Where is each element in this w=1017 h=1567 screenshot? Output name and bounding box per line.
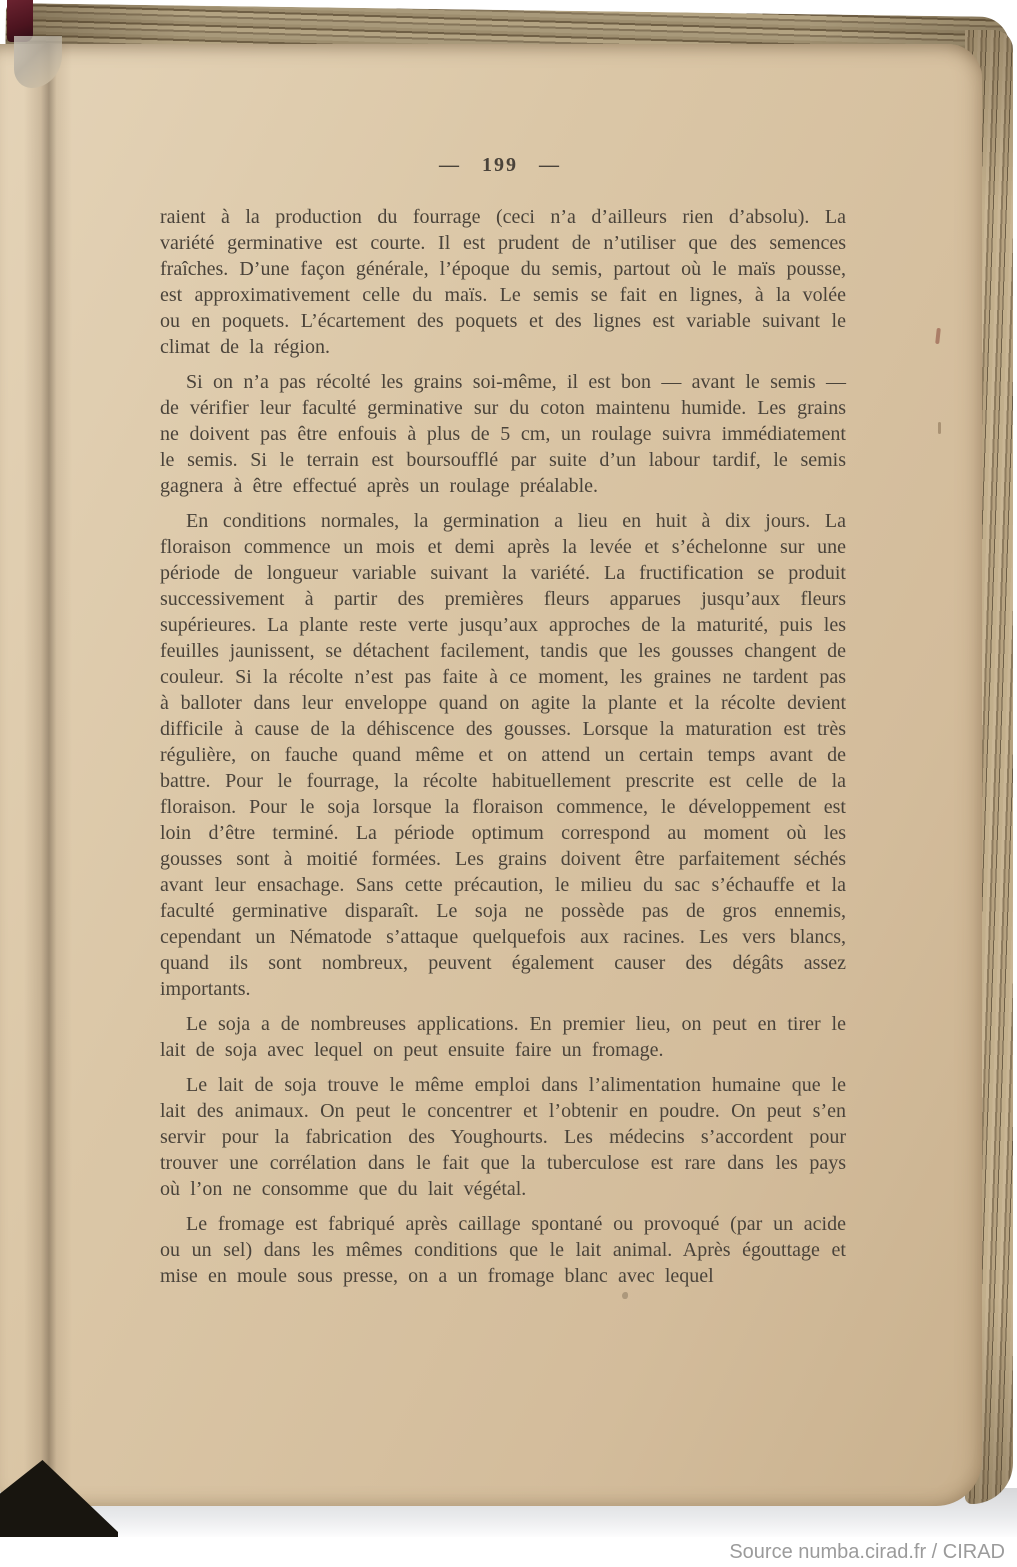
gutter-fold-shadow xyxy=(24,44,72,1506)
page-number: — 199 — xyxy=(439,154,561,176)
paragraph: Le soja a de nombreuses applications. En premier lieu, on peut en tirer le lait de soja avec lequel on peut ensuite faire un fromage. xyxy=(160,1013,846,1061)
paragraph: Si on n’a pas récolté les grains soi-même, il est bon — avant le semis — de vérifier leur faculté germinative sur du coton maintenu humide. Les grains ne doivent pas être enfouis à plus de 5 cm, un roulage suivra immédiatement le semis. Si le terrain est boursoufflé par suite d’un labour tardif, le semis gagnera à être effectué après un roulage préalable. xyxy=(160,371,846,497)
printed-text-block xyxy=(160,152,846,1298)
paragraph: raient à la production du fourrage (ceci n’a d’ailleurs rien d’absolu). La variété germinative est courte. Il est prudent de n’utiliser que des semences fraîches. D’une façon générale, l’époque du semis, partout où le maïs pousse, est approximativement celle du maïs. Le semis se fait en lignes, à la volée ou en poquets. L’écartement des poquets et des lignes est variable suivant le climat de la région. xyxy=(160,206,846,358)
paragraph: En conditions normales, la germination a lieu en huit à dix jours. La floraison commence un mois et demi après la levée et s’échelonne sur une période de longueur variable suivant la variété. La fructification se produit successivement à partir des premières fleurs apparues jusqu’aux fleurs supérieures. La plante reste verte jusqu’aux approches de la maturité, puis les feuilles jaunissent, se détachent facilement, tandis que les gousses changent de couleur. Si la récolte n’est pas faite à ce moment, les graines ne tardent pas à balloter dans leur enveloppe quand on agite la plante et la récolte devient difficile à cause de la déhiscence des gousses. Lorsque la maturation est très régulière, on fauche quand même et on attend un certain temps avant de battre. Pour le fourrage, la récolte habituellement prescrite est celle de la floraison. Pour le soja lorsque la floraison commence, le développement est loin d’être terminé. La période optimum correspond au moment où les gousses sont à moitié formées. Les grains doivent être parfaitement séchés avant leur ensachage. Sans cette précaution, le milieu du sac s’échauffe et la faculté germinative disparaît. Le soja ne possède pas de gros ennemis, cependant un Nématode s’attaque quelquefois aux racines. Les vers blancs, quand ils sont nombreux, peuvent également causer des dégâts assez importants. xyxy=(160,510,846,1000)
paragraph: Le fromage est fabriqué après caillage spontané ou provoqué (par un acide ou un sel) dans les mêmes conditions que le lait animal. Après égouttage et mise en moule sous presse, on a un fromage blanc avec lequel xyxy=(160,1213,846,1287)
book-page xyxy=(0,44,982,1506)
ink-speck xyxy=(622,1292,628,1299)
margin-ink-mark xyxy=(938,422,941,434)
source-text: Source numba.cirad.fr / CIRAD xyxy=(729,1540,1005,1563)
paragraph: Le lait de soja trouve le même emploi dans l’alimentation humaine que le lait des animaux. On peut le concentrer et l’obtenir en poudre. On peut s’en servir pour la fabrication des Youghourts. Les médecins s’accordent pour trouver une corrélation dans le fait que la tuberculose est rare dans les pays où l’on ne consomme que du lait végétal. xyxy=(160,1074,846,1200)
source-footer xyxy=(0,1537,1017,1567)
